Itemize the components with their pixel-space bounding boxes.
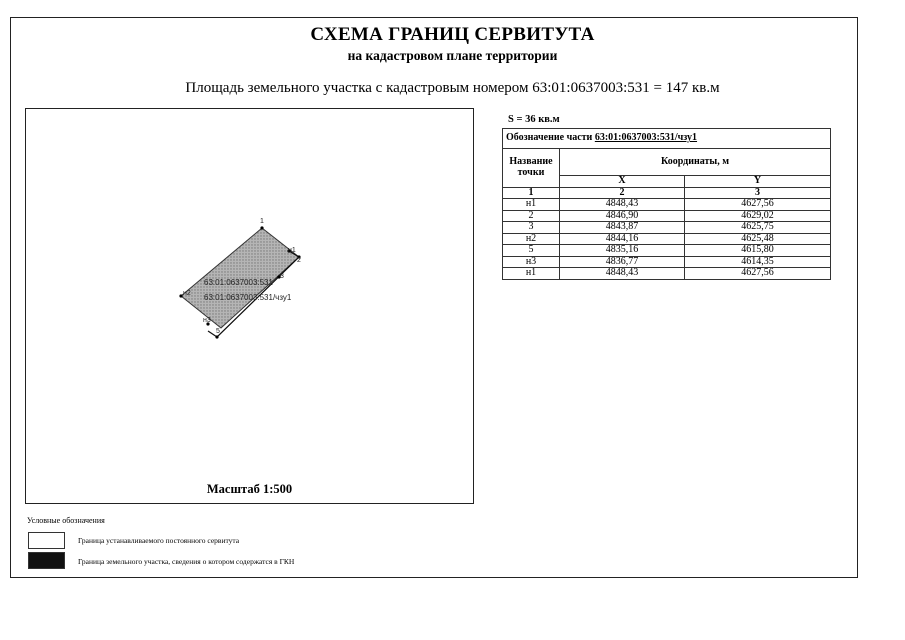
point-label-n1: н1 bbox=[288, 247, 296, 254]
coord-x-cell: 4846,90 bbox=[560, 210, 685, 222]
point-label-3: 3 bbox=[280, 273, 284, 280]
coord-y-cell: 4627,56 bbox=[685, 199, 831, 211]
column-header-coordinates: Координаты, м bbox=[560, 148, 831, 176]
table-row bbox=[503, 256, 831, 268]
parcel-area-line: Площадь земельного участка с кадастровым номером 63:01:0637003:531 = 147 кв.м bbox=[185, 80, 720, 96]
servitude-cadastral-label: 63:01:0637003:531/чзу1 bbox=[204, 293, 292, 302]
point-name-cell: н1 bbox=[503, 199, 560, 211]
point-name-cell: н1 bbox=[503, 268, 560, 280]
legend-swatch-parcel bbox=[28, 552, 65, 569]
point-label-1: 1 bbox=[260, 218, 264, 225]
page-subtitle: на кадастровом плане территории bbox=[347, 48, 558, 63]
point-label-n2: н2 bbox=[183, 290, 191, 297]
table-row bbox=[503, 268, 831, 280]
coord-x-cell: 4835,16 bbox=[560, 245, 685, 257]
column-header-y: Y bbox=[685, 176, 831, 188]
page-title: СХЕМА ГРАНИЦ СЕРВИТУТА bbox=[310, 24, 595, 45]
point-1 bbox=[260, 226, 263, 229]
servitude-area-label: S = 36 кв.м bbox=[508, 114, 560, 125]
point-name-cell: 3 bbox=[503, 222, 560, 234]
coord-x-cell: 4848,43 bbox=[560, 268, 685, 280]
part-designation-cell bbox=[503, 129, 831, 149]
coord-y-cell: 4625,75 bbox=[685, 222, 831, 234]
legend-item-parcel: Граница земельного участка, сведения о котором содержатся в ГКН bbox=[78, 557, 295, 566]
map-panel bbox=[25, 108, 474, 504]
point-label-n3: н3 bbox=[203, 317, 211, 324]
point-label-5: 5 bbox=[216, 328, 220, 335]
column-header-point-name: Название точки bbox=[503, 148, 560, 187]
coordinates-table bbox=[502, 128, 831, 280]
coord-x-cell: 4848,43 bbox=[560, 199, 685, 211]
coord-y-cell: 4625,48 bbox=[685, 233, 831, 245]
column-index-3: 3 bbox=[685, 187, 831, 199]
coord-y-cell: 4614,35 bbox=[685, 256, 831, 268]
point-name-cell: н2 bbox=[503, 233, 560, 245]
table-row bbox=[503, 199, 831, 211]
column-header-x: X bbox=[560, 176, 685, 188]
table-row bbox=[503, 245, 831, 257]
coord-y-cell: 4615,80 bbox=[685, 245, 831, 257]
legend-title: Условные обозначения bbox=[27, 516, 105, 525]
coord-x-cell: 4836,77 bbox=[560, 256, 685, 268]
point-name-cell: 2 bbox=[503, 210, 560, 222]
coord-x-cell: 4843,87 bbox=[560, 222, 685, 234]
point-name-cell: 5 bbox=[503, 245, 560, 257]
legend-swatch-servitude bbox=[28, 532, 65, 549]
column-index-1: 1 bbox=[503, 187, 560, 199]
point-name-cell: н3 bbox=[503, 256, 560, 268]
legend-item-servitude: Граница устанавливаемого постоянного сервитута bbox=[78, 536, 240, 545]
parcel-map bbox=[26, 109, 473, 503]
coord-y-cell: 4629,02 bbox=[685, 210, 831, 222]
map-scale: Масштаб 1:500 bbox=[206, 482, 293, 496]
table-row bbox=[503, 233, 831, 245]
part-designation-label: Обозначение части bbox=[506, 132, 595, 143]
coord-x-cell: 4844,16 bbox=[560, 233, 685, 245]
part-designation-number: 63:01:0637003:531/чзу1 bbox=[594, 132, 698, 143]
parcel-cadastral-label: 63:01:0637003:531 bbox=[204, 278, 273, 287]
column-index-2: 2 bbox=[560, 187, 685, 199]
table-row bbox=[503, 210, 831, 222]
point-5 bbox=[215, 335, 218, 338]
table-row bbox=[503, 222, 831, 234]
coord-y-cell: 4627,56 bbox=[685, 268, 831, 280]
point-label-2: 2 bbox=[297, 257, 301, 264]
